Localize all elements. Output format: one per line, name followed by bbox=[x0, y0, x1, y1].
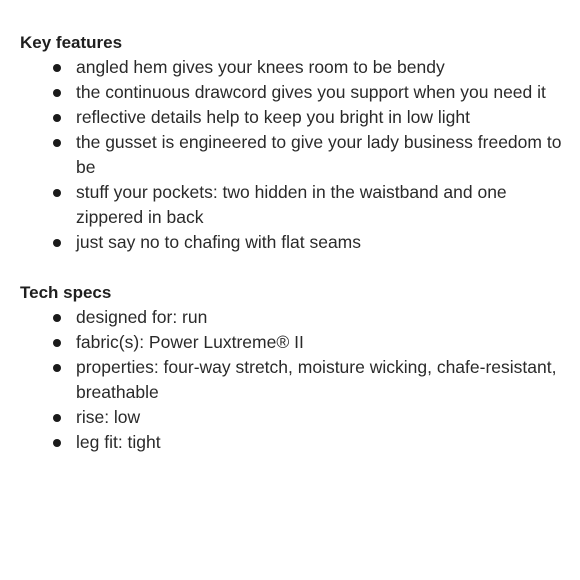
list-item-text: the gusset is engineered to give your lady business freedom to be bbox=[76, 132, 562, 177]
list-item-text: stuff your pockets: two hidden in the waistband and one zippered in back bbox=[76, 182, 507, 227]
list-item-text: designed for: run bbox=[76, 307, 208, 327]
bullet-icon bbox=[53, 64, 61, 72]
list-item bbox=[20, 330, 568, 355]
list-item bbox=[20, 55, 568, 80]
bullet-icon bbox=[53, 189, 61, 197]
list-item-text: leg fit: tight bbox=[76, 432, 161, 452]
bullet-icon bbox=[53, 114, 61, 122]
bullet-icon bbox=[53, 139, 61, 147]
key-features-section bbox=[20, 30, 568, 255]
tech-specs-heading: Tech specs bbox=[20, 283, 112, 302]
tech-specs-section bbox=[20, 280, 568, 455]
tech-specs-list bbox=[20, 305, 568, 455]
list-item bbox=[20, 430, 568, 455]
list-item-text: reflective details help to keep you bright in low light bbox=[76, 107, 470, 127]
list-item-text: the continuous drawcord gives you support when you need it bbox=[76, 82, 546, 102]
bullet-icon bbox=[53, 89, 61, 97]
bullet-icon bbox=[53, 314, 61, 322]
key-features-heading: Key features bbox=[20, 33, 123, 52]
bullet-icon bbox=[53, 239, 61, 247]
list-item bbox=[20, 230, 568, 255]
list-item bbox=[20, 130, 568, 180]
bullet-icon bbox=[53, 414, 61, 422]
key-features-list bbox=[20, 55, 568, 255]
list-item bbox=[20, 105, 568, 130]
bullet-icon bbox=[53, 339, 61, 347]
product-details bbox=[20, 30, 568, 480]
list-item-text: properties: four-way stretch, moisture wicking, chafe-resistant, breathable bbox=[76, 357, 557, 402]
list-item-text: angled hem gives your knees room to be bendy bbox=[76, 57, 445, 77]
list-item bbox=[20, 405, 568, 430]
bullet-icon bbox=[53, 364, 61, 372]
bullet-icon bbox=[53, 439, 61, 447]
list-item bbox=[20, 80, 568, 105]
list-item-text: just say no to chafing with flat seams bbox=[76, 232, 361, 252]
list-item-text: fabric(s): Power Luxtreme® II bbox=[76, 332, 304, 352]
list-item bbox=[20, 180, 568, 230]
list-item-text: rise: low bbox=[76, 407, 141, 427]
list-item bbox=[20, 355, 568, 405]
list-item bbox=[20, 305, 568, 330]
